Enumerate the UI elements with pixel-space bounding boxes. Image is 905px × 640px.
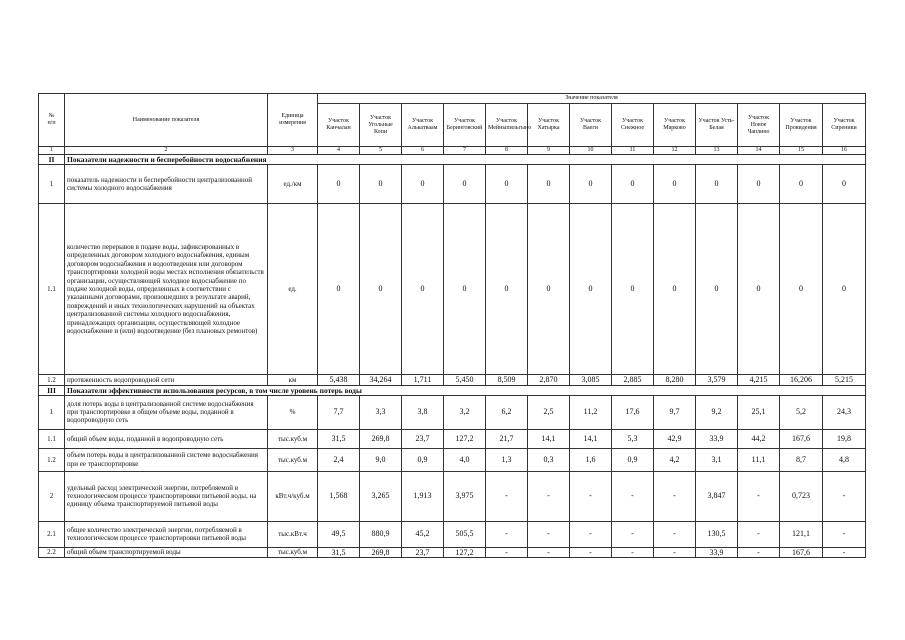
row-number: 1.2 [39,448,65,471]
column-number: 14 [738,147,780,155]
column-number: 9 [528,147,570,155]
value-cell: 1,913 [402,471,444,521]
value-cell: 8,7 [780,448,823,471]
unit-cell: тыс.кВт.ч [268,521,318,547]
value-cell: 0 [570,204,612,375]
value-cell: 0 [738,165,780,204]
site-header: Участок Марково [654,104,696,147]
value-cell: 0 [738,204,780,375]
value-cell: - [528,547,570,558]
value-cell: 0 [823,204,866,375]
value-cell: 49,5 [318,521,360,547]
value-cell: 7,7 [318,395,360,429]
section-number: III [39,385,65,395]
col-unit-header: Единица измерения [268,94,318,147]
site-header: Участок Усть-Белая [696,104,738,147]
value-cell: 0 [360,204,402,375]
column-number: 1 [39,147,65,155]
table-row [39,547,866,558]
value-cell: 8,509 [486,375,528,386]
value-cell: 4,215 [738,375,780,386]
value-cell: 42,9 [654,429,696,448]
value-cell: 2,5 [528,395,570,429]
value-cell: 130,5 [696,521,738,547]
value-cell: 0 [444,165,486,204]
value-cell: 121,1 [780,521,823,547]
value-cell: 4,8 [823,448,866,471]
value-cell: 0 [612,165,654,204]
column-number: 2 [65,147,268,155]
column-number: 16 [823,147,866,155]
site-header: Участок Снежное [612,104,654,147]
value-cell: 23,7 [402,429,444,448]
value-cell: 0 [528,165,570,204]
site-header: Участок Угольные Копи [360,104,402,147]
value-cell: 167,6 [780,547,823,558]
value-cell: 3,847 [696,471,738,521]
value-cell: 0 [486,165,528,204]
unit-cell: тыс.куб.м [268,448,318,471]
value-cell: - [486,521,528,547]
table-body [39,155,866,558]
value-cell: 3,2 [444,395,486,429]
value-cell: 127,2 [444,547,486,558]
value-cell: 167,6 [780,429,823,448]
value-cell: 17,6 [612,395,654,429]
value-cell: 0 [528,204,570,375]
value-cell: 3,1 [696,448,738,471]
column-number: 7 [444,147,486,155]
value-cell: - [570,521,612,547]
value-cell: 269,8 [360,429,402,448]
value-cell: 44,2 [738,429,780,448]
value-cell: 505,5 [444,521,486,547]
row-number: 2.2 [39,547,65,558]
value-cell: 3,579 [696,375,738,386]
indicator-name: доля потерь воды в централизованной системе водоснабжения при транспортировке в общем объеме воды, поданной в водопроводную сеть [65,395,268,429]
value-cell: 11,2 [570,395,612,429]
column-number: 6 [402,147,444,155]
indicator-name: общее количество электрической энергии, потребляемой в технологическом процессе транспортировки питьевой воды [65,521,268,547]
col-name-header: Наименование показателя [65,94,268,147]
value-cell: 269,8 [360,547,402,558]
value-cell: 0 [780,204,823,375]
value-cell: 3,265 [360,471,402,521]
unit-cell: % [268,395,318,429]
column-number: 10 [570,147,612,155]
table-row [39,471,866,521]
column-number: 12 [654,147,696,155]
indicator-name: количество перерывов в подаче воды, зафиксированных в определенных договором холодного водоснабжения, единым договором водоснабжения и водоотведения или договором транспортировки холодной воды местах исполнения обязательств организации, осуществляющей холодное водоснабжение по подаче холодной воды, определенных в соответствии с указанными договорами, произошедших в результате аварий, повреждений и иных технологических нарушений на объектах централизованной системы холодного водоснабжения, принадлежащих организации, осуществляющей холодное водоснабжение и (или) водоотведение (без плановых ремонтов) [65,204,268,375]
indicator-name: объем потерь воды в централизованной системе водоснабжения при ее транспортировке [65,448,268,471]
value-cell: 0 [823,165,866,204]
value-cell: - [823,521,866,547]
site-header: Участок Ваеги [570,104,612,147]
indicator-name: общий объем транспортируемой воды [65,547,268,558]
value-cell: 0 [654,204,696,375]
value-cell: 34,264 [360,375,402,386]
value-cell: 0 [402,204,444,375]
table-row [39,429,866,448]
value-cell: 0,3 [528,448,570,471]
values-group-header: Значение показателя [318,94,866,104]
value-cell: 880,9 [360,521,402,547]
value-cell: 0 [654,165,696,204]
column-number: 5 [360,147,402,155]
value-cell: 0 [444,204,486,375]
value-cell: 5,3 [612,429,654,448]
row-number: 1 [39,165,65,204]
value-cell: - [570,547,612,558]
value-cell: 1,3 [486,448,528,471]
value-cell: 23,7 [402,547,444,558]
unit-cell: тыс.куб.м [268,429,318,448]
value-cell: 45,2 [402,521,444,547]
value-cell: 3,3 [360,395,402,429]
value-cell: 5,450 [444,375,486,386]
value-cell: 3,8 [402,395,444,429]
column-number: 8 [486,147,528,155]
column-number: 3 [268,147,318,155]
value-cell: - [823,471,866,521]
value-cell: 1,568 [318,471,360,521]
value-cell: 33,9 [696,429,738,448]
value-cell: - [654,547,696,558]
value-cell: - [738,547,780,558]
value-cell: 0 [780,165,823,204]
value-cell: 24,3 [823,395,866,429]
value-cell: 0 [318,204,360,375]
value-cell: 3,085 [570,375,612,386]
value-cell: 9,2 [696,395,738,429]
value-cell: 33,9 [696,547,738,558]
value-cell: 5,438 [318,375,360,386]
value-cell: 0,9 [402,448,444,471]
section-title: Показатели эффективности использования ресурсов, в том числе уровень потерь воды [65,385,866,395]
value-cell: 25,1 [738,395,780,429]
site-header: Участок Новое Чаплино [738,104,780,147]
value-cell: 1,711 [402,375,444,386]
table-row [39,521,866,547]
row-number: 1.2 [39,375,65,386]
indicator-name: удельный расход электрической энергии, потребляемой в технологическом процессе транспортировки питьевой воды, на единицу объема транспортируемой питьевой воды [65,471,268,521]
value-cell: 14,1 [570,429,612,448]
value-cell: 0 [360,165,402,204]
value-cell: 127,2 [444,429,486,448]
unit-cell: км [268,375,318,386]
indicator-name: показатель надежности и бесперебойности централизованной системы холодного водоснабжения [65,165,268,204]
indicators-table [38,93,866,558]
row-number: 1.1 [39,204,65,375]
column-number-row [39,147,866,155]
value-cell: - [528,521,570,547]
unit-cell: ед./км [268,165,318,204]
section-number: II [39,155,65,165]
value-cell: - [738,471,780,521]
value-cell: - [823,547,866,558]
value-cell: 2,4 [318,448,360,471]
value-cell: 4,0 [444,448,486,471]
value-cell: - [486,547,528,558]
site-header: Участок Канчалан [318,104,360,147]
value-cell: - [654,521,696,547]
value-cell: 0 [696,165,738,204]
table-row [39,375,866,386]
value-cell: 4,2 [654,448,696,471]
value-cell: - [612,471,654,521]
site-header: Участок Сиреники [823,104,866,147]
value-cell: - [738,521,780,547]
value-cell: 0,9 [612,448,654,471]
row-number: 1 [39,395,65,429]
column-number: 15 [780,147,823,155]
value-cell: - [486,471,528,521]
unit-cell: кВт.ч/куб.м [268,471,318,521]
site-header: Участок Хатырка [528,104,570,147]
table-row [39,448,866,471]
site-header: Участок Беринговский [444,104,486,147]
value-cell: 5,215 [823,375,866,386]
value-cell: 0 [486,204,528,375]
row-number: 1.1 [39,429,65,448]
section-row [39,155,866,165]
column-number: 13 [696,147,738,155]
value-cell: 2,870 [528,375,570,386]
value-cell: 9,0 [360,448,402,471]
value-cell: 9,7 [654,395,696,429]
value-cell: 8,280 [654,375,696,386]
section-row [39,385,866,395]
column-number: 11 [612,147,654,155]
value-cell: - [654,471,696,521]
value-cell: 21,7 [486,429,528,448]
value-cell: 0,723 [780,471,823,521]
unit-cell: ед. [268,204,318,375]
indicator-name: протяженность водопроводной сети [65,375,268,386]
value-cell: - [570,471,612,521]
value-cell: 16,206 [780,375,823,386]
section-title: Показатели надежности и бесперебойности водоснабжения [65,155,866,165]
value-cell: 31,5 [318,547,360,558]
value-cell: - [612,521,654,547]
site-header: Участок Алькатваам [402,104,444,147]
indicator-name: общий объем воды, поданной в водопроводную сеть [65,429,268,448]
value-cell: 0 [612,204,654,375]
table-row [39,204,866,375]
table-row [39,395,866,429]
column-number: 4 [318,147,360,155]
value-cell: 0 [402,165,444,204]
table-row [39,165,866,204]
value-cell: 0 [696,204,738,375]
col-num-header: № п/п [39,94,65,147]
value-cell: 1,6 [570,448,612,471]
site-header: Участок Провидения [780,104,823,147]
value-cell: - [528,471,570,521]
value-cell: 14,1 [528,429,570,448]
value-cell: 11,1 [738,448,780,471]
value-cell: 0 [570,165,612,204]
value-cell: - [612,547,654,558]
value-cell: 2,885 [612,375,654,386]
value-cell: 31,5 [318,429,360,448]
row-number: 2 [39,471,65,521]
unit-cell: тыс.куб.м [268,547,318,558]
site-header: Участок Мейныпильгыно [486,104,528,147]
value-cell: 19,8 [823,429,866,448]
value-cell: 6,2 [486,395,528,429]
value-cell: 3,975 [444,471,486,521]
value-cell: 5,2 [780,395,823,429]
row-number: 2.1 [39,521,65,547]
value-cell: 0 [318,165,360,204]
